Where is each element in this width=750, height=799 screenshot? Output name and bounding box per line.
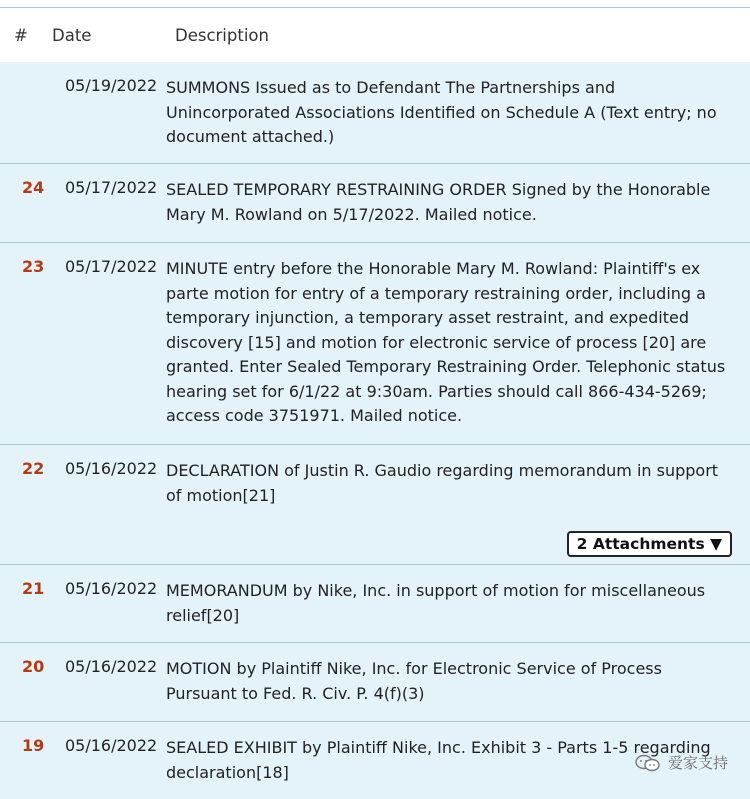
entry-number: 19 [22,736,45,755]
table-row [0,445,750,565]
entry-number: 22 [22,459,45,478]
table-header [0,7,750,64]
table-row [0,62,750,164]
entry-date: 05/16/2022 [65,736,158,755]
header-date: Date [52,26,92,45]
entry-description: DECLARATION of Justin R. Gaudio regarding memorandum in support of motion[21] [166,461,719,505]
entry-description: SEALED TEMPORARY RESTRAINING ORDER Signed by the Honorable Mary M. Rowland on 5/17/2022. Mailed notice. [166,180,711,224]
entry-description: SEALED EXHIBIT by Plaintiff Nike, Inc. Exhibit 3 - Parts 1-5 regarding declaration[18] [166,738,711,782]
entry-number: 20 [22,657,45,676]
header-number: # [14,26,28,45]
watermark-text: 爱家支持 [667,754,728,772]
entry-description: MINUTE entry before the Honorable Mary M. Rowland: Plaintiff's ex parte motion for entry of a temporary restraining order, including a temporary injunction, a temporary asset restraint, and expedited discovery [15] and motion for electronic service of process [20] are granted. Enter Sealed Temporary Restraining Order. Telephonic status hearing set for 6/1/22 at 9:30am. Parties should call 866-434-5269; access code 3751971. Mailed notice. [166,259,726,425]
entry-date: 05/16/2022 [65,579,158,598]
header-description: Description [175,26,269,45]
table-row [0,643,750,722]
watermark [634,752,728,773]
entry-number: 23 [22,257,45,276]
entry-date: 05/19/2022 [65,76,158,95]
entry-date: 05/16/2022 [65,657,158,676]
entry-description: SUMMONS Issued as to Defendant The Partnerships and Unincorporated Associations Identified on Schedule A (Text entry; no document attached.) [166,78,717,146]
entry-number: 21 [22,579,45,598]
table-row [0,565,750,643]
entry-number: 24 [22,178,45,197]
entry-description: MOTION by Plaintiff Nike, Inc. for Electronic Service of Process Pursuant to Fed. R. Civ. P. 4(f)(3) [166,659,662,703]
table-row [0,243,750,445]
entry-date: 05/16/2022 [65,459,158,478]
entry-description: MEMORANDUM by Nike, Inc. in support of motion for miscellaneous relief[20] [166,581,706,625]
attachments-button[interactable]: 2 Attachments ▼ [567,531,732,557]
wechat-icon [634,754,662,772]
entry-date: 05/17/2022 [65,257,158,276]
entry-date: 05/17/2022 [65,178,158,197]
table-row [0,164,750,243]
